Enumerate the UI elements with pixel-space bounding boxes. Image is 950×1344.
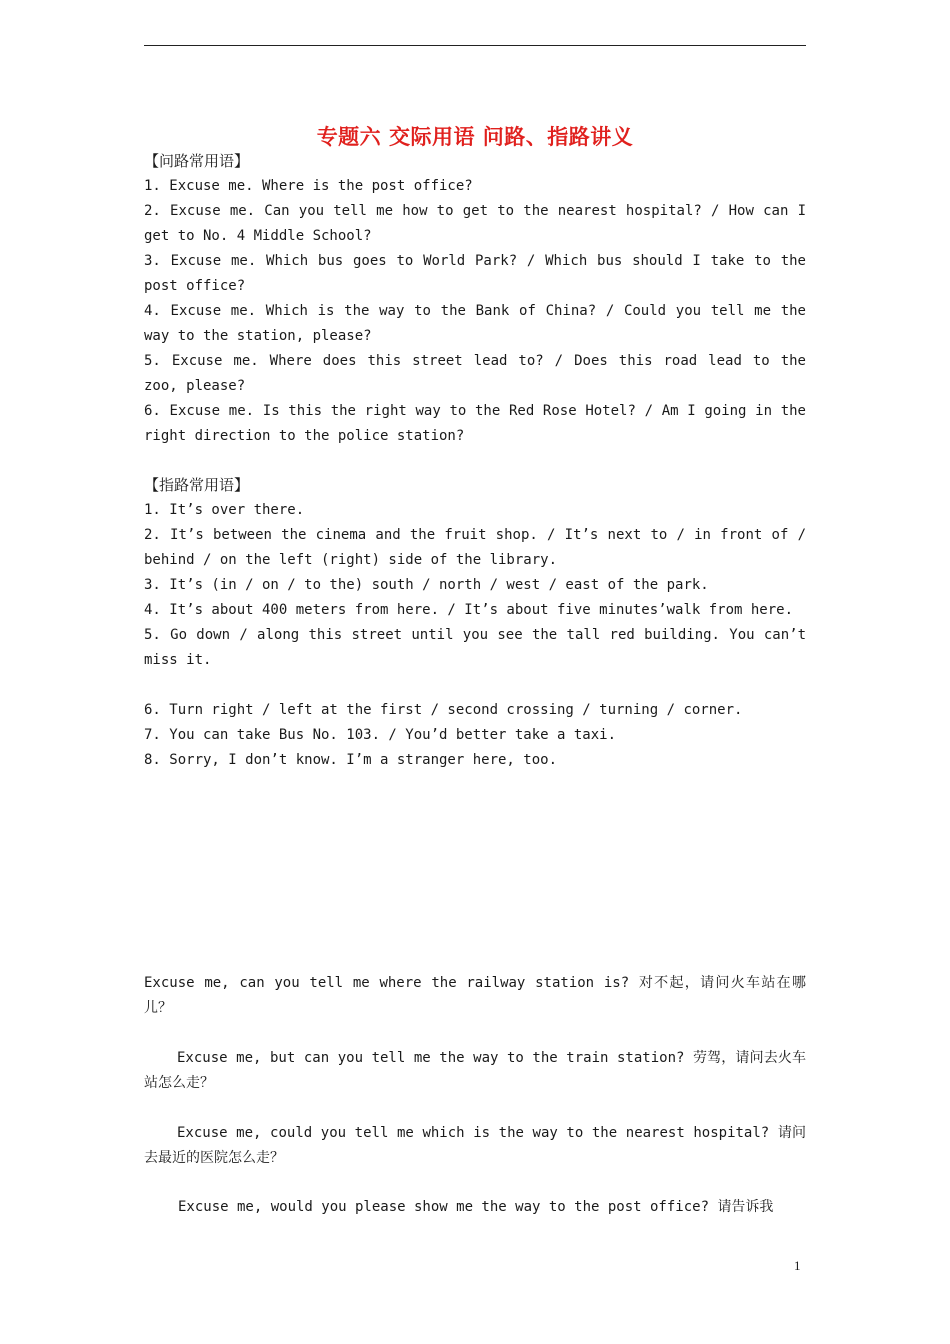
- list-item: 6. Excuse me. Is this the right way to the Red Rose Hotel? / Am I going in the right direction to the police station?: [144, 403, 806, 444]
- section-asking-directions: [144, 149, 806, 449]
- example-text: Excuse me, would you please show me the way to the post office? 请告诉我: [178, 1199, 774, 1215]
- page-number: 1: [794, 1258, 801, 1273]
- list-item: 8. Sorry, I don’t know. I’m a stranger here, too.: [144, 752, 558, 768]
- example-sentence: [144, 971, 806, 1021]
- example-sentence: [144, 1195, 806, 1220]
- section-heading-asking: 【问路常用语】: [144, 152, 250, 170]
- list-item: 5. Excuse me. Where does this street lead to? / Does this road lead to the zoo, please?: [144, 353, 806, 394]
- example-text: Excuse me, can you tell me where the railway station is? 对不起，请问火车站在哪儿？: [144, 975, 806, 1016]
- list-item: 6. Turn right / left at the first / second crossing / turning / corner.: [144, 702, 743, 718]
- list-item: 2. Excuse me. Can you tell me how to get to the nearest hospital? / How can I get to No. 4 Middle School?: [144, 203, 806, 244]
- example-text: Excuse me, but can you tell me the way to the train station? 劳驾，请问去火车站怎么走？: [144, 1050, 806, 1091]
- page-title: 专题六 交际用语 问路、指路讲义: [316, 125, 634, 149]
- list-item: 1. Excuse me. Where is the post office?: [144, 178, 473, 194]
- list-item: 1. It’s over there.: [144, 502, 305, 518]
- list-item: 4. Excuse me. Which is the way to the Bank of China? / Could you tell me the way to the station, please?: [144, 303, 806, 344]
- header-rule: [144, 45, 806, 46]
- example-text: Excuse me, could you tell me which is the way to the nearest hospital? 请问去最近的医院怎么走？: [144, 1125, 806, 1166]
- example-sentence: [144, 1121, 806, 1171]
- example-sentence: [144, 1046, 806, 1096]
- section-heading-directing: 【指路常用语】: [144, 476, 250, 494]
- list-item: 3. Excuse me. Which bus goes to World Park? / Which bus should I take to the post office?: [144, 253, 806, 294]
- list-item: 7. You can take Bus No. 103. / You’d better take a taxi.: [144, 727, 617, 743]
- list-item: 4. It’s about 400 meters from here. / It’s about five minutes’walk from here.: [144, 602, 794, 618]
- list-item: 2. It’s between the cinema and the fruit shop. / It’s next to / in front of / behind / on the left (right) side of the library.: [144, 527, 806, 568]
- list-item: 5. Go down / along this street until you see the tall red building. You can’t miss it.: [144, 627, 806, 668]
- section-giving-directions: [144, 473, 806, 773]
- list-item: 3. It’s (in / on / to the) south / north / west / east of the park.: [144, 577, 709, 593]
- spacer: [144, 673, 806, 698]
